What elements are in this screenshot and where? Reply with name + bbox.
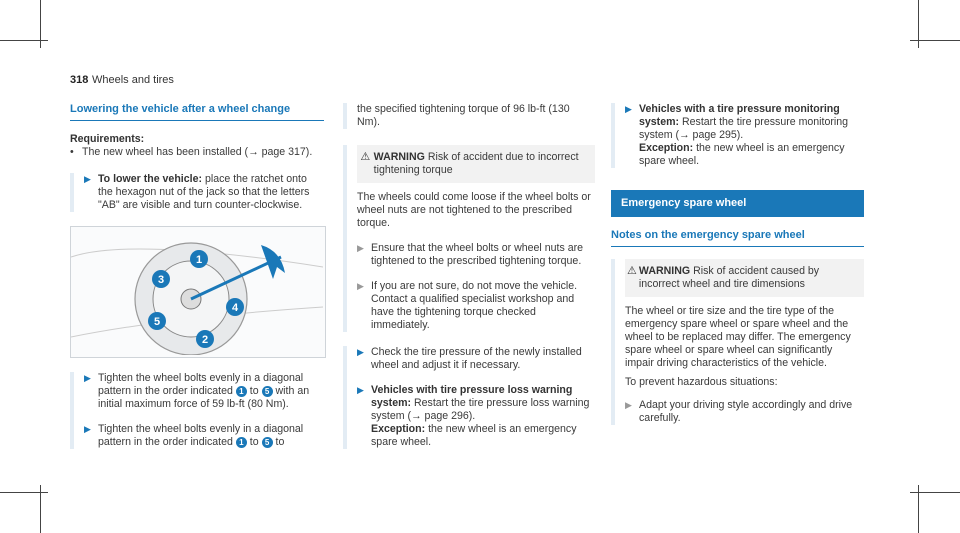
bolt-label-4: 4 — [231, 302, 239, 314]
instruction-step — [357, 346, 595, 372]
step-text: to — [275, 436, 285, 448]
step-arrow-icon: ▶ — [357, 347, 364, 357]
warning-step — [357, 280, 595, 332]
step-text: Check the tire pressure of the newly installed wheel and adjust it if necessary. — [371, 346, 582, 371]
step-arrow-icon: ▶ — [84, 373, 91, 383]
step-text: Tighten the wheel bolts evenly in a diagonal pattern in the order indicated — [98, 423, 304, 448]
warning-body: The wheel or tire size and the tire type of the emergency spare wheel or spare wheel and the wheel to be replaced may differ. The emergency spare wheel or spare wheel can significantly impair driving characteristics of the vehicle. — [625, 305, 851, 369]
step-text: If you are not sure, do not move the vehicle. Contact a qualified specialist workshop and have the tightening torque checked immediately. — [371, 280, 578, 331]
badge-1: 1 — [236, 437, 247, 448]
step-text: place the ratchet onto the hexagon nut of the jack so that the letters "AB" are visible and turn counter-clockwise. — [98, 173, 310, 211]
requirement-item — [70, 146, 324, 159]
chapter-banner: Emergency spare wheel — [611, 190, 864, 217]
warning-step — [357, 242, 595, 268]
step-block — [611, 103, 864, 168]
warning-box — [611, 259, 864, 425]
step-arrow-icon: ▶ — [625, 104, 632, 114]
exception-label: Exception: — [639, 142, 694, 154]
warning-body: The wheels could come loose if the wheel bolts or wheel nuts are not tightened to the prescribed torque. — [357, 191, 591, 229]
step-text: to — [249, 436, 259, 448]
crop-mark — [910, 492, 960, 493]
step-block — [70, 372, 324, 449]
section-heading: Notes on the emergency spare wheel — [611, 229, 864, 247]
warning-icon: ⚠ — [627, 265, 637, 277]
bolt-label-1: 1 — [195, 254, 203, 266]
step-text: Ensure that the wheel bolts or wheel nuts are tightened to the prescribed tightening torque. — [371, 242, 583, 267]
crop-mark — [910, 40, 960, 41]
wheel-illustration — [71, 227, 323, 355]
page-number: 318 — [70, 74, 89, 86]
step-block — [70, 173, 324, 212]
badge-5: 5 — [262, 437, 273, 448]
warning-title: Risk of accident due to incorrect tightening torque — [373, 151, 579, 176]
step-arrow-icon: ▶ — [357, 385, 364, 395]
step-bold: To lower the vehicle: — [98, 173, 202, 185]
wheel-diagram — [70, 226, 326, 358]
instruction-step — [625, 103, 864, 168]
section-title: Wheels and tires — [92, 74, 174, 86]
warning-header — [357, 145, 595, 183]
badge-1: 1 — [236, 386, 247, 397]
requirement-text: The new wheel has been installed (→ page 317). — [82, 146, 313, 158]
warning-box — [343, 145, 595, 332]
continued-text-block — [343, 103, 595, 129]
bolt-label-5: 5 — [153, 316, 161, 328]
step-text: Tighten the wheel bolts evenly in a diagonal pattern in the order indicated — [98, 372, 304, 397]
crop-mark — [0, 40, 48, 41]
bullet-icon: • — [70, 146, 74, 158]
exception-text: the new wheel is an emergency spare wheel. — [639, 142, 845, 167]
continued-text: the specified tightening torque of 96 lb-ft (130 Nm). — [357, 103, 570, 128]
step-arrow-icon: ▶ — [84, 174, 91, 184]
instruction-step — [84, 423, 324, 449]
step-block — [343, 346, 595, 449]
warning-step — [625, 399, 864, 425]
step-bold: Vehicles with tire pressure loss warning system: — [371, 384, 573, 409]
crop-mark — [0, 492, 48, 493]
prevent-text: To prevent hazardous situations: — [625, 376, 778, 388]
instruction-step — [84, 173, 324, 212]
warning-label: WARNING — [373, 151, 425, 163]
column-1 — [70, 103, 324, 449]
step-text: to — [249, 385, 259, 397]
step-arrow-icon: ▶ — [84, 424, 91, 434]
step-text: with an initial maximum force of 59 lb-ft (80 Nm). — [98, 385, 310, 410]
section-heading: Lowering the vehicle after a wheel change — [70, 103, 324, 121]
instruction-step — [84, 372, 324, 411]
warning-label: WARNING — [638, 265, 691, 277]
bolt-label-3: 3 — [157, 274, 165, 286]
step-arrow-icon: ▶ — [625, 400, 632, 410]
requirements-label: Requirements: — [70, 133, 145, 145]
step-arrow-icon: ▶ — [357, 281, 364, 291]
exception-text: the new wheel is an emergency spare wheel. — [371, 423, 577, 448]
step-text: Adapt your driving style accordingly and drive carefully. — [639, 399, 853, 424]
column-2 — [343, 103, 595, 449]
badge-5: 5 — [262, 386, 273, 397]
exception-label: Exception: — [371, 423, 426, 435]
warning-header — [625, 259, 864, 297]
warning-title: Risk of accident caused by incorrect wheel and tire dimensions — [638, 265, 820, 290]
column-3 — [611, 103, 864, 425]
step-arrow-icon: ▶ — [357, 243, 364, 253]
instruction-step — [357, 384, 595, 449]
warning-icon: ⚠ — [360, 151, 371, 163]
step-bold: Vehicles with a tire pressure monitoring system: — [639, 103, 840, 128]
step-text: Restart the tire pressure monitoring system (→ page 295). — [639, 116, 849, 141]
step-text: Restart the tire pressure loss warning system (→ page 296). — [371, 397, 590, 422]
bolt-label-2: 2 — [201, 334, 209, 346]
